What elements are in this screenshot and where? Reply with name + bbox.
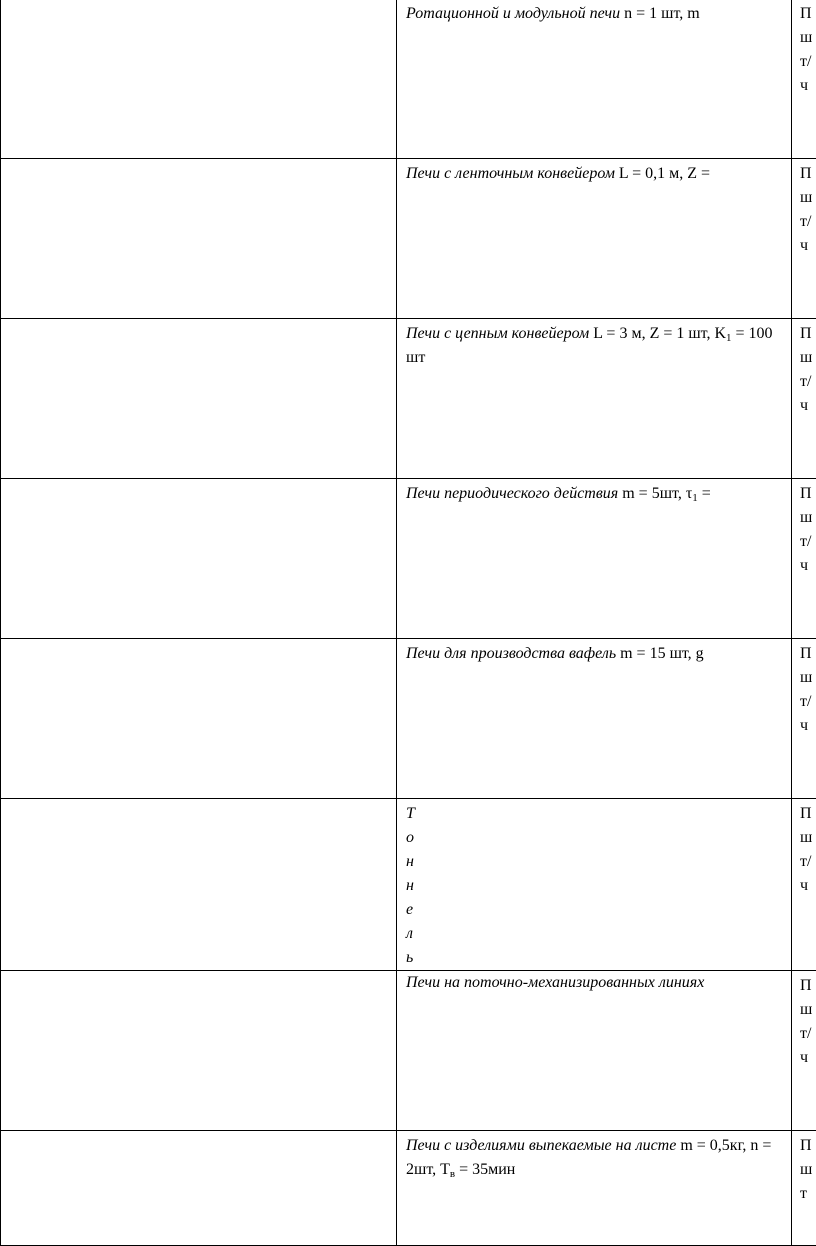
oven-name: Печи для производства вафель	[406, 645, 616, 662]
unit-cell	[792, 479, 816, 639]
oven-description-cell	[397, 0, 792, 159]
unit-text: Пшт/ч	[792, 479, 814, 578]
unit-cell	[792, 319, 816, 479]
oven-description-cell	[397, 479, 792, 639]
oven-name: Печи на поточно-механизированных линиях	[406, 974, 704, 991]
unit-text: Пшт/ч	[792, 639, 814, 738]
table-row	[1, 0, 816, 159]
oven-params: L = 0,1 м, Z =	[615, 165, 710, 182]
oven-name: Тоннель	[406, 802, 418, 970]
oven-description-cell	[397, 159, 792, 319]
oven-params: m = 15 шт, g	[616, 645, 704, 662]
oven-name: Печи периодического действия	[406, 485, 618, 502]
oven-params: m = 0,5кг, n = 2шт, Т	[406, 1137, 771, 1178]
unit-text: Пшт/ч	[792, 799, 814, 898]
unit-text: Пшт	[792, 1131, 814, 1206]
table-row	[1, 159, 816, 319]
subscript: 1	[726, 332, 732, 344]
oven-params-cont: = 100 шт	[406, 325, 773, 366]
table-row	[1, 319, 816, 479]
oven-name: Печи с ленточным конвейером	[406, 165, 615, 182]
unit-text: Пшт/ч	[792, 159, 814, 258]
empty-cell	[1, 159, 397, 319]
empty-cell	[1, 1131, 397, 1246]
oven-description-cell	[397, 799, 792, 971]
oven-params-cont: = 35мин	[455, 1161, 515, 1178]
empty-cell	[1, 319, 397, 479]
oven-description-cell	[397, 319, 792, 479]
unit-cell	[792, 0, 816, 159]
table-row	[1, 971, 816, 1131]
oven-description-cell	[397, 971, 792, 1131]
oven-params: L = 3 м, Z = 1 шт, K	[589, 325, 726, 342]
table-row	[1, 639, 816, 799]
empty-cell	[1, 799, 397, 971]
oven-params-cont: =	[698, 485, 711, 502]
unit-cell	[792, 971, 816, 1131]
oven-params: n = 1 шт, m	[620, 5, 700, 22]
unit-text: Пшт/ч	[792, 0, 814, 98]
table-row	[1, 479, 816, 639]
empty-cell	[1, 0, 397, 159]
oven-name: Печи с цепным конвейером	[406, 325, 589, 342]
oven-name: Печи с изделиями выпекаемые на листе	[406, 1137, 676, 1154]
oven-description-cell	[397, 639, 792, 799]
empty-cell	[1, 639, 397, 799]
subscript: 1	[692, 492, 698, 504]
subscript: в	[450, 1168, 455, 1180]
unit-cell	[792, 159, 816, 319]
unit-cell	[792, 799, 816, 971]
empty-cell	[1, 479, 397, 639]
empty-cell	[1, 971, 397, 1131]
table-row	[1, 799, 816, 971]
unit-cell	[792, 639, 816, 799]
table-row	[1, 1131, 816, 1246]
oven-description-cell	[397, 1131, 792, 1246]
oven-name: Ротационной и модульной печи	[406, 5, 620, 22]
unit-text: Пшт/ч	[792, 319, 814, 418]
unit-cell	[792, 1131, 816, 1246]
oven-params: m = 5шт, τ	[618, 485, 692, 502]
unit-text: Пшт/ч	[792, 971, 814, 1070]
